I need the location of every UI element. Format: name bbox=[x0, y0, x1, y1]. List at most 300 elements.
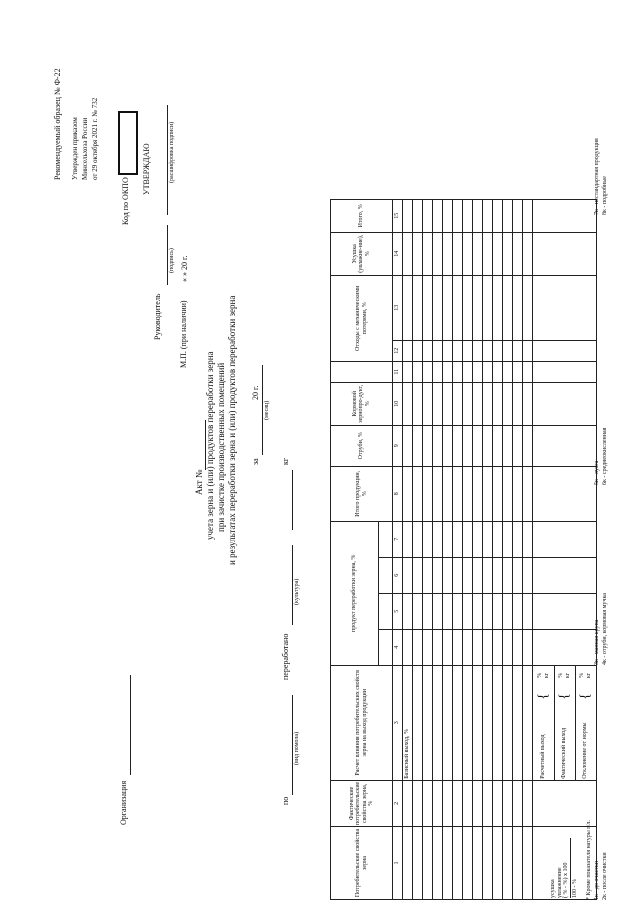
cell-input[interactable] bbox=[463, 593, 473, 629]
cell-input[interactable] bbox=[533, 232, 597, 275]
cell-input[interactable] bbox=[453, 425, 463, 466]
table-row bbox=[413, 199, 423, 899]
header-calculation: Расчет влияния потребительских свойств зерна на выход продукции bbox=[331, 665, 393, 780]
cell-input[interactable] bbox=[463, 382, 473, 425]
cell-input[interactable] bbox=[493, 232, 503, 275]
for-label: за bbox=[251, 458, 260, 465]
cell-input[interactable] bbox=[443, 521, 453, 557]
col-number-8: 8 bbox=[393, 466, 403, 521]
cell-input[interactable] bbox=[473, 382, 483, 425]
cell-input[interactable] bbox=[503, 665, 513, 780]
legend-3k: 3к - манная крупа bbox=[594, 619, 600, 665]
signature-decode-line bbox=[167, 105, 168, 215]
cell-input[interactable] bbox=[453, 361, 463, 382]
cell-input[interactable] bbox=[413, 780, 423, 826]
cell-input[interactable] bbox=[403, 593, 413, 629]
cell-input[interactable] bbox=[493, 466, 503, 521]
cell-input[interactable] bbox=[523, 382, 533, 425]
cell-input[interactable] bbox=[533, 521, 597, 557]
cell-input[interactable] bbox=[423, 665, 433, 780]
cell-input[interactable] bbox=[533, 340, 597, 361]
calc-output-cell bbox=[533, 665, 597, 780]
cell-input[interactable] bbox=[523, 827, 533, 900]
cell-input[interactable] bbox=[513, 199, 523, 232]
cell-input[interactable] bbox=[503, 521, 513, 557]
cell-input[interactable] bbox=[403, 361, 413, 382]
cell-input[interactable] bbox=[403, 827, 413, 900]
cell-input[interactable] bbox=[403, 340, 413, 361]
calc-units bbox=[534, 666, 555, 685]
cell-input[interactable] bbox=[423, 629, 433, 665]
col-number-6: 6 bbox=[393, 557, 403, 593]
col-number-4: 4 bbox=[393, 629, 403, 665]
cell-input[interactable] bbox=[493, 827, 503, 900]
cell-input[interactable] bbox=[513, 827, 523, 900]
cell-input[interactable] bbox=[483, 521, 493, 557]
cell-input[interactable] bbox=[533, 425, 597, 466]
cell-input[interactable] bbox=[493, 521, 503, 557]
cell-input[interactable] bbox=[413, 466, 423, 521]
cell-input[interactable] bbox=[483, 665, 493, 780]
col-number-9: 9 bbox=[393, 425, 403, 466]
cell-input[interactable] bbox=[503, 199, 513, 232]
cell-input[interactable] bbox=[413, 199, 423, 232]
cell-input[interactable] bbox=[513, 780, 523, 826]
cell-input[interactable] bbox=[403, 275, 413, 340]
month-caption: (месяц) bbox=[264, 400, 270, 420]
cell-input[interactable] bbox=[443, 629, 453, 665]
cell-input[interactable] bbox=[413, 665, 423, 780]
table-row bbox=[423, 199, 433, 899]
cell-input[interactable] bbox=[503, 780, 513, 826]
cell-input[interactable] bbox=[433, 382, 443, 425]
calc-row bbox=[554, 666, 575, 780]
cell-input[interactable] bbox=[473, 780, 483, 826]
header-total: Итого, % bbox=[331, 199, 393, 232]
cell-input[interactable] bbox=[483, 199, 493, 232]
cell-input[interactable] bbox=[443, 425, 453, 466]
header-product-group: продукт переработки зерна, % bbox=[331, 521, 379, 665]
cell-input[interactable] bbox=[413, 232, 423, 275]
organization-label: Организация bbox=[119, 780, 128, 825]
cell-input[interactable] bbox=[483, 466, 493, 521]
cell-input[interactable] bbox=[463, 780, 473, 826]
cell-input[interactable] bbox=[493, 593, 503, 629]
cell-input[interactable] bbox=[503, 382, 513, 425]
cell-input[interactable] bbox=[473, 827, 483, 900]
table-row bbox=[433, 199, 443, 899]
unit-kg: кг bbox=[564, 672, 571, 679]
col-number-13: 13 bbox=[393, 275, 403, 340]
table-row bbox=[503, 199, 513, 899]
cell-input[interactable] bbox=[443, 340, 453, 361]
organization-line bbox=[130, 675, 131, 775]
cell-input[interactable] bbox=[403, 521, 413, 557]
cell-input[interactable] bbox=[443, 780, 453, 826]
formula-denominator: 100 - % bbox=[572, 879, 579, 898]
cell-input[interactable] bbox=[423, 340, 433, 361]
cell-input[interactable] bbox=[493, 629, 503, 665]
cell-input[interactable] bbox=[513, 629, 523, 665]
cell-input[interactable] bbox=[453, 466, 463, 521]
cell-input[interactable] bbox=[523, 521, 533, 557]
cell-input[interactable] bbox=[413, 593, 423, 629]
cell-input[interactable] bbox=[433, 827, 443, 900]
table-row bbox=[453, 199, 463, 899]
cell-input[interactable] bbox=[423, 199, 433, 232]
unit-percent: % bbox=[558, 672, 565, 678]
act-subtitle-2: при зачистке производственных помещений bbox=[216, 362, 226, 532]
cell-input[interactable] bbox=[453, 557, 463, 593]
cell-input[interactable] bbox=[443, 199, 453, 232]
cell-input[interactable] bbox=[483, 780, 493, 826]
cell-input[interactable] bbox=[503, 232, 513, 275]
cell-input[interactable] bbox=[513, 425, 523, 466]
unit-kg: кг bbox=[543, 672, 550, 679]
col-number-11: 11 bbox=[393, 361, 403, 382]
cell-input[interactable] bbox=[513, 466, 523, 521]
cell-input[interactable] bbox=[423, 361, 433, 382]
cell-input[interactable] bbox=[493, 340, 503, 361]
cell-input[interactable] bbox=[433, 780, 443, 826]
culture-line bbox=[292, 545, 293, 625]
cell-input[interactable] bbox=[523, 275, 533, 340]
signature-caption: (подпись) bbox=[169, 248, 175, 273]
cell-input[interactable] bbox=[403, 232, 413, 275]
header-actual-properties: Фактические потребительские свойства зерна, % bbox=[331, 780, 393, 826]
cell-input[interactable] bbox=[523, 361, 533, 382]
cell-input[interactable] bbox=[503, 340, 513, 361]
cell-input[interactable] bbox=[513, 557, 523, 593]
cell-input[interactable] bbox=[503, 361, 513, 382]
cell-input[interactable] bbox=[443, 232, 453, 275]
quantity-line bbox=[292, 470, 293, 530]
header-bran: Отруби, % bbox=[331, 425, 393, 466]
cell-input[interactable] bbox=[443, 593, 453, 629]
cell-input[interactable] bbox=[513, 340, 523, 361]
cell-input[interactable] bbox=[533, 593, 597, 629]
cell-input[interactable] bbox=[533, 557, 597, 593]
table-number-row bbox=[393, 199, 403, 899]
legend-8k: 8к - подробные bbox=[602, 176, 608, 215]
cell-input[interactable] bbox=[423, 827, 433, 900]
subheader-4 bbox=[379, 629, 393, 665]
cell-input[interactable] bbox=[463, 665, 473, 780]
cell-input[interactable] bbox=[533, 275, 597, 340]
cell-input[interactable] bbox=[463, 275, 473, 340]
culture-caption: (культура) bbox=[294, 578, 300, 605]
approved-line-2: Минсельхоза России bbox=[81, 117, 89, 180]
cell-input[interactable] bbox=[503, 275, 513, 340]
cell-input[interactable] bbox=[493, 199, 503, 232]
cell-input[interactable] bbox=[413, 827, 423, 900]
footnote: * Кроме показателя натуры г/л. bbox=[586, 820, 592, 900]
cell-input[interactable] bbox=[443, 382, 453, 425]
cell-input[interactable] bbox=[423, 593, 433, 629]
cell-input[interactable] bbox=[493, 665, 503, 780]
table-row bbox=[493, 199, 503, 899]
cell-input[interactable] bbox=[463, 827, 473, 900]
brace-cell bbox=[534, 685, 555, 708]
cell-input[interactable] bbox=[483, 382, 493, 425]
table-row bbox=[513, 199, 523, 899]
header-shrinkage: Усушка (увлажне-ние), % bbox=[331, 232, 393, 275]
cell-input[interactable] bbox=[533, 199, 597, 232]
subheader-6 bbox=[379, 557, 393, 593]
cell-input[interactable] bbox=[483, 629, 493, 665]
cell-input[interactable] bbox=[513, 665, 523, 780]
cell-input[interactable] bbox=[463, 629, 473, 665]
cell-input[interactable] bbox=[523, 340, 533, 361]
period-year: 20 г. bbox=[251, 385, 260, 400]
header-col-11 bbox=[331, 361, 393, 382]
cell-input[interactable] bbox=[513, 593, 523, 629]
cell-input[interactable] bbox=[423, 521, 433, 557]
legend-6k: 6к - среднеокисленная bbox=[602, 427, 608, 485]
cell-input[interactable] bbox=[483, 425, 493, 466]
cell-input[interactable] bbox=[533, 382, 597, 425]
col-number-12: 12 bbox=[393, 340, 403, 361]
cell-input[interactable] bbox=[503, 557, 513, 593]
cell-input[interactable] bbox=[433, 361, 443, 382]
cell-input[interactable] bbox=[523, 557, 533, 593]
cell-input[interactable] bbox=[403, 780, 413, 826]
cell-input[interactable] bbox=[523, 665, 533, 780]
calc-row bbox=[575, 666, 596, 780]
processed-label: переработано bbox=[281, 633, 290, 680]
cell-input[interactable] bbox=[473, 199, 483, 232]
cell-input[interactable] bbox=[493, 557, 503, 593]
cell-input[interactable] bbox=[523, 232, 533, 275]
cell-input[interactable] bbox=[403, 629, 413, 665]
cell-input[interactable] bbox=[473, 521, 483, 557]
cell-input[interactable] bbox=[433, 521, 443, 557]
header-feed-product: Кормовой зернопро-дукт, % bbox=[331, 382, 393, 425]
by-label: по bbox=[281, 796, 290, 805]
cell-input[interactable] bbox=[413, 557, 423, 593]
cell-input[interactable] bbox=[443, 466, 453, 521]
cell-input[interactable] bbox=[463, 361, 473, 382]
cell-input[interactable] bbox=[473, 425, 483, 466]
mill-type-caption: (вид помола) bbox=[294, 731, 300, 765]
cell-input[interactable] bbox=[523, 629, 533, 665]
cell-input[interactable] bbox=[533, 629, 597, 665]
formula-fraction-line bbox=[570, 838, 571, 898]
cell-input[interactable] bbox=[513, 232, 523, 275]
head-label: Руководитель bbox=[153, 293, 162, 340]
cell-input[interactable] bbox=[463, 199, 473, 232]
cell-input[interactable] bbox=[413, 425, 423, 466]
cell-input[interactable] bbox=[433, 275, 443, 340]
okpo-label: Код по ОКПО bbox=[121, 177, 130, 225]
col-number-5: 5 bbox=[393, 593, 403, 629]
cell-input[interactable] bbox=[453, 665, 463, 780]
cell-input[interactable] bbox=[453, 340, 463, 361]
cell-input[interactable] bbox=[503, 466, 513, 521]
cell-input[interactable] bbox=[463, 340, 473, 361]
cell-input[interactable] bbox=[413, 340, 423, 361]
act-title: Акт № bbox=[194, 469, 204, 495]
cell-input[interactable] bbox=[423, 232, 433, 275]
cell-input[interactable] bbox=[443, 557, 453, 593]
cell-input[interactable] bbox=[523, 593, 533, 629]
cell-input[interactable] bbox=[423, 382, 433, 425]
cell-input[interactable] bbox=[433, 466, 443, 521]
cell-input[interactable] bbox=[473, 665, 483, 780]
cell-input[interactable] bbox=[473, 232, 483, 275]
legend-4k: 4к - отруби, кормовая мучка bbox=[602, 593, 608, 665]
act-subtitle-3: и результатах переработки зерна и (или) продуктов переработки зерна bbox=[227, 295, 237, 565]
cell-input[interactable] bbox=[403, 382, 413, 425]
cell-input[interactable] bbox=[463, 232, 473, 275]
calc-row bbox=[534, 666, 555, 780]
cell-input[interactable] bbox=[473, 340, 483, 361]
col-number-15: 15 bbox=[393, 199, 403, 232]
cell-input[interactable] bbox=[413, 361, 423, 382]
okpo-code-box[interactable] bbox=[118, 111, 138, 175]
header-waste: Отходы с механическими потерями, % bbox=[331, 275, 393, 361]
unit-percent: % bbox=[579, 672, 586, 678]
cell-input[interactable] bbox=[413, 521, 423, 557]
legend-1k: 1к - до очистки bbox=[594, 861, 600, 900]
cell-input[interactable] bbox=[483, 557, 493, 593]
cell-input[interactable] bbox=[413, 382, 423, 425]
subheader-5 bbox=[379, 593, 393, 629]
cell-input[interactable] bbox=[443, 827, 453, 900]
cell-input[interactable] bbox=[513, 521, 523, 557]
subheader-7 bbox=[379, 521, 393, 557]
cell-input[interactable] bbox=[453, 275, 463, 340]
cell-input[interactable] bbox=[423, 425, 433, 466]
cell-input[interactable] bbox=[483, 232, 493, 275]
cell-input[interactable] bbox=[493, 361, 503, 382]
brace-cell bbox=[575, 685, 596, 708]
cell-input[interactable] bbox=[513, 275, 523, 340]
unit-kg: кг bbox=[585, 672, 592, 679]
col-number-7: 7 bbox=[393, 521, 403, 557]
cell-input[interactable] bbox=[443, 361, 453, 382]
cell-input[interactable] bbox=[513, 382, 523, 425]
table-row bbox=[483, 199, 493, 899]
cell-input[interactable] bbox=[453, 382, 463, 425]
signature-decode-caption: (расшифровка подписи) bbox=[169, 121, 175, 183]
header-total-products: Итого продукции, % bbox=[331, 466, 393, 521]
cell-input[interactable] bbox=[453, 199, 463, 232]
cell-input[interactable] bbox=[483, 827, 493, 900]
cell-input[interactable] bbox=[493, 382, 503, 425]
cell-input[interactable] bbox=[443, 275, 453, 340]
cell-input[interactable] bbox=[503, 593, 513, 629]
cell-input[interactable] bbox=[473, 557, 483, 593]
approve-label: УТВЕРЖДАЮ bbox=[142, 143, 151, 195]
legend-7k: 7к - нестандартная продукция bbox=[594, 138, 600, 215]
cell-input[interactable] bbox=[453, 780, 463, 826]
calc-label: Отклонение от нормы bbox=[582, 722, 589, 779]
cell-input[interactable] bbox=[453, 232, 463, 275]
cell-input[interactable] bbox=[453, 521, 463, 557]
base-output-label: Базисный выход, % bbox=[403, 665, 413, 780]
header-consumer-properties: Потребительские свойства зерна bbox=[331, 827, 393, 900]
cell-input[interactable] bbox=[473, 361, 483, 382]
cell-input[interactable] bbox=[483, 275, 493, 340]
cell-input[interactable] bbox=[503, 629, 513, 665]
cell-input[interactable] bbox=[533, 466, 597, 521]
cell-input[interactable] bbox=[433, 232, 443, 275]
cell-input[interactable] bbox=[453, 629, 463, 665]
calc-label: Расчетный выход bbox=[534, 708, 555, 780]
cell-input[interactable] bbox=[423, 557, 433, 593]
cell-input[interactable] bbox=[433, 593, 443, 629]
cell-input[interactable] bbox=[533, 361, 597, 382]
table-row bbox=[443, 199, 453, 899]
approved-line-1: Утвержден приказом bbox=[71, 117, 79, 180]
cell-input[interactable] bbox=[463, 425, 473, 466]
calc-subtable bbox=[534, 666, 596, 780]
cell-input[interactable] bbox=[493, 275, 503, 340]
cell-input[interactable] bbox=[433, 199, 443, 232]
cell-input[interactable] bbox=[513, 361, 523, 382]
legend-2k: 2к - после очистки bbox=[602, 852, 608, 900]
cell-input[interactable] bbox=[403, 466, 413, 521]
cell-input[interactable] bbox=[523, 466, 533, 521]
cell-input[interactable] bbox=[473, 593, 483, 629]
cell-input[interactable] bbox=[463, 466, 473, 521]
cell-input[interactable] bbox=[483, 340, 493, 361]
cell-input[interactable] bbox=[473, 629, 483, 665]
cell-input[interactable] bbox=[403, 199, 413, 232]
cell-input[interactable] bbox=[403, 557, 413, 593]
cell-input[interactable] bbox=[423, 780, 433, 826]
cell-input[interactable] bbox=[423, 275, 433, 340]
kg-label: кг bbox=[281, 457, 290, 465]
act-subtitle-1: учета зерна и (или) продуктов переработки зерна bbox=[205, 351, 215, 540]
calc-label: Фактический выход bbox=[554, 708, 575, 780]
cell-input[interactable] bbox=[433, 557, 443, 593]
cell-input[interactable] bbox=[443, 665, 453, 780]
cell-input[interactable] bbox=[433, 340, 443, 361]
unit-percent: % bbox=[537, 672, 544, 678]
cell-input[interactable] bbox=[503, 425, 513, 466]
cell-input[interactable] bbox=[523, 780, 533, 826]
cell-input[interactable] bbox=[453, 827, 463, 900]
results-table bbox=[330, 199, 597, 900]
cell-input[interactable] bbox=[493, 780, 503, 826]
cell-input[interactable] bbox=[523, 199, 533, 232]
cell-input[interactable] bbox=[413, 275, 423, 340]
cell-input[interactable] bbox=[453, 593, 463, 629]
cell-input[interactable] bbox=[463, 521, 473, 557]
cell-input[interactable] bbox=[483, 593, 493, 629]
cell-input[interactable] bbox=[433, 629, 443, 665]
cell-input[interactable] bbox=[423, 466, 433, 521]
col-number-1: 1 bbox=[393, 827, 403, 900]
cell-input[interactable] bbox=[433, 425, 443, 466]
stamp-label: М.П. (при наличии) bbox=[179, 300, 188, 368]
signature-line bbox=[167, 225, 168, 285]
cell-input[interactable] bbox=[503, 827, 513, 900]
brace-icon: { bbox=[556, 693, 572, 700]
cell-input[interactable] bbox=[473, 466, 483, 521]
cell-input[interactable] bbox=[433, 665, 443, 780]
table-row bbox=[463, 199, 473, 899]
cell-input[interactable] bbox=[403, 425, 413, 466]
cell-input[interactable] bbox=[483, 361, 493, 382]
cell-input[interactable] bbox=[523, 425, 533, 466]
cell-input[interactable] bbox=[463, 557, 473, 593]
cell-input[interactable] bbox=[413, 629, 423, 665]
cell-input[interactable] bbox=[473, 275, 483, 340]
cell-input[interactable] bbox=[493, 425, 503, 466]
